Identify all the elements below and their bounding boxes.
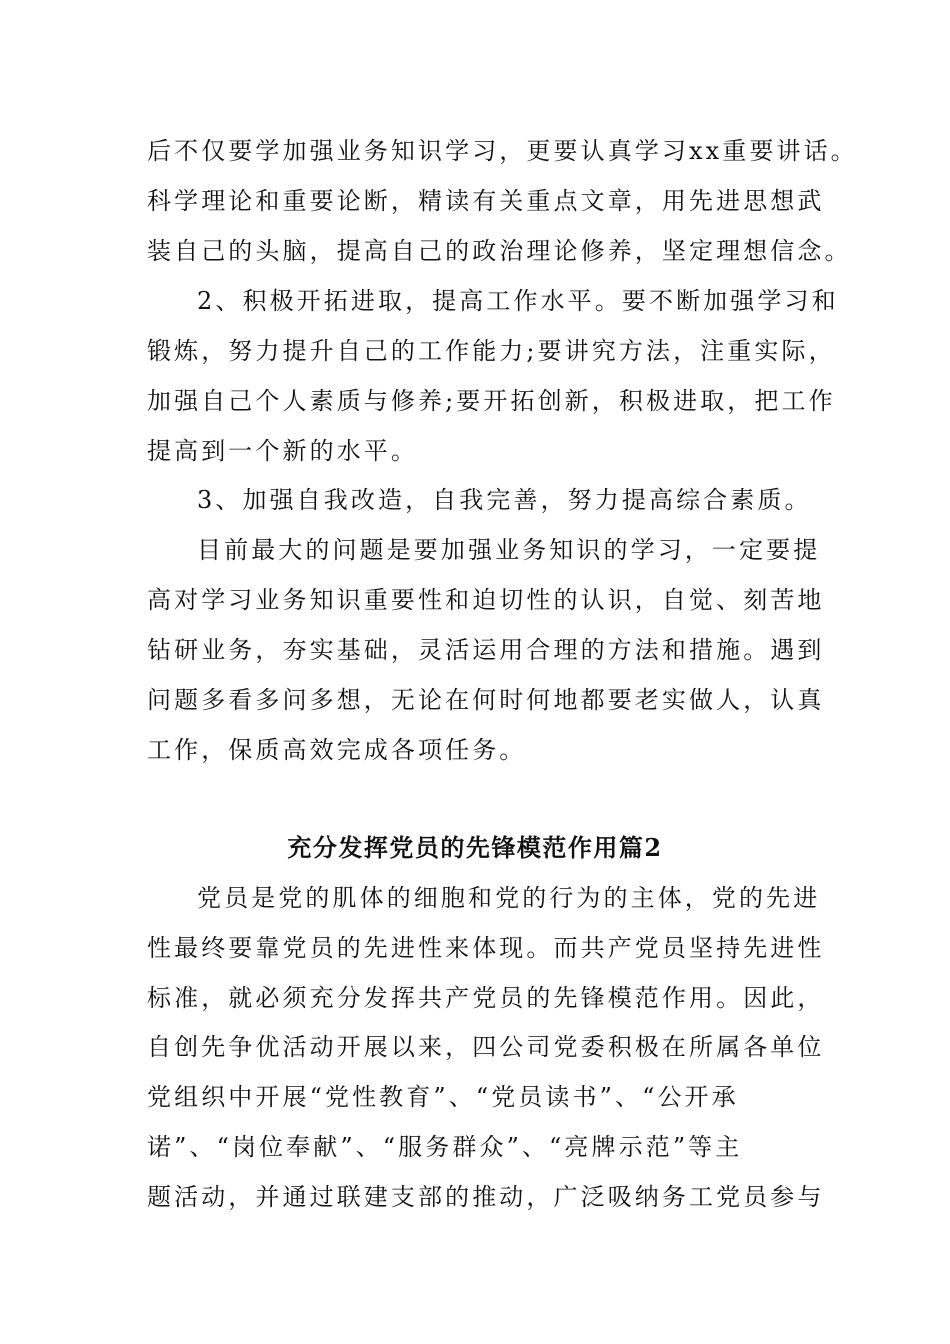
paragraph-line: 工作，保质高效完成各项任务。	[147, 736, 527, 764]
paragraph-line: 装自己的头脑，提高自己的政治理论修养，坚定理想信念。	[147, 237, 852, 265]
paragraph-line: 3、加强自我改造，自我完善，努力提高综合素质。	[197, 486, 812, 514]
paragraph-line: 后不仅要学加强业务知识学习，更要认真学习xx重要讲话。	[147, 137, 858, 165]
paragraph-line: 题活动，并通过联建支部的推动，广泛吸纳务工党员参与	[147, 1183, 825, 1211]
paragraph-line: 提高到一个新的水平。	[147, 437, 418, 465]
paragraph-line: 性最终要靠党员的先进性来体现。而共产党员坚持先进性	[147, 934, 825, 962]
paragraph-line: 目前最大的问题是要加强业务知识的学习，一定要提	[197, 536, 821, 564]
section-heading: 充分发挥党员的先锋模范作用篇2	[287, 833, 663, 862]
paragraph-line: 加强自己个人素质与修养;要开拓创新，积极进取，把工作	[147, 387, 836, 415]
paragraph-line: 党组织中开展“党性教育”、“党员读书”、“公开承	[147, 1083, 739, 1111]
paragraph-line: 标准，就必须充分发挥共产党员的先锋模范作用。因此，	[147, 984, 825, 1012]
paragraph-line: 自创先争优活动开展以来，四公司党委积极在所属各单位	[147, 1033, 825, 1061]
paragraph-line: 钻研业务，夯实基础，灵活运用合理的方法和措施。遇到	[147, 636, 825, 664]
paragraph-line: 问题多看多问多想，无论在何时何地都要老实做人，认真	[147, 686, 825, 714]
paragraph-line: 锻炼，努力提升自己的工作能力;要讲究方法，注重实际，	[147, 337, 836, 365]
paragraph-line: 高对学习业务知识重要性和迫切性的认识，自觉、刻苦地	[147, 586, 825, 614]
paragraph-line: 诺”、“岗位奉献”、“服务群众”、“亮牌示范”等主	[147, 1133, 743, 1161]
paragraph-line: 科学理论和重要论断，精读有关重点文章，用先进思想武	[147, 187, 825, 215]
paragraph-line: 党员是党的肌体的细胞和党的行为的主体，党的先进	[197, 884, 821, 912]
paragraph-line: 2、积极开拓进取，提高工作水平。要不断加强学习和	[197, 287, 839, 315]
